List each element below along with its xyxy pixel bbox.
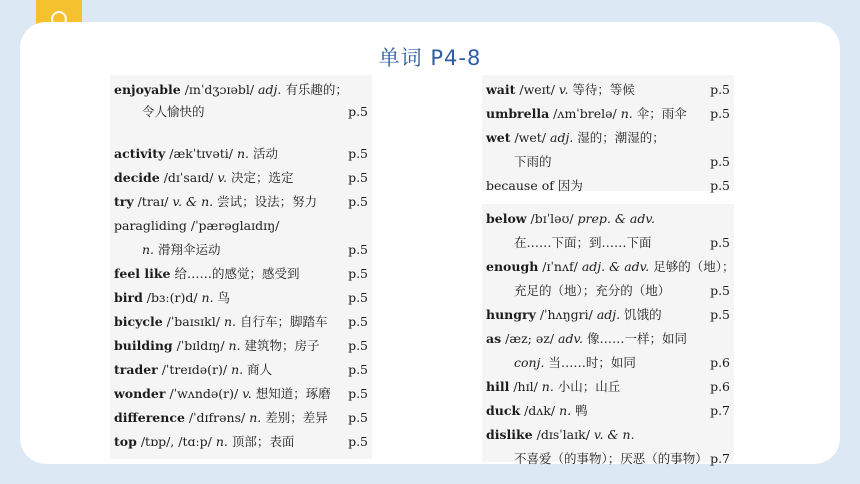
entry-phon: /dɪsˈlaɪk/: [532, 427, 594, 442]
vocab-entry: [110, 79, 372, 101]
vocab-entry: [110, 311, 372, 333]
entry-word: wet: [486, 130, 511, 145]
entry-pos: v.: [242, 386, 252, 401]
entry-pos: n.: [541, 379, 554, 394]
entry-pos: v. & n.: [593, 427, 635, 442]
entry-page: p.7: [710, 451, 730, 466]
entry-word: below: [486, 211, 527, 226]
vocab-entry: [110, 215, 372, 237]
entry-meaning: 下雨的: [514, 154, 552, 169]
entry-phon: /ɪnˈdʒɔɪəbl/: [180, 82, 259, 97]
entry-page: p.5: [348, 410, 368, 425]
vocab-panel-right-top: [482, 75, 734, 191]
entry-phon: /ˈdɪfrəns/: [184, 410, 250, 425]
vocab-entry: [482, 127, 734, 149]
entry-page: p.5: [348, 242, 368, 257]
entry-meaning: 令人愉快的: [142, 104, 205, 119]
entry-page: p.5: [710, 178, 730, 193]
entry-pos: n.: [228, 338, 241, 353]
entry-word: trader: [114, 362, 158, 377]
entry-phon: /ʌmˈbrelə/: [549, 106, 621, 121]
entry-word: as: [486, 331, 502, 346]
entry-page: p.7: [710, 403, 730, 418]
vocab-panel-right-bottom: [482, 204, 735, 466]
entry-pos: prep. & adv.: [577, 211, 655, 226]
entry-pos: n.: [249, 410, 262, 425]
entry-phon: /bɜː(r)d/: [142, 290, 202, 305]
entry-phon: /dɪˈsaɪd/: [159, 170, 218, 185]
entry-pos: v. & n.: [172, 194, 214, 209]
vocab-entry: [482, 256, 734, 278]
entry-phon: /wet/: [510, 130, 550, 145]
entry-pos: v.: [558, 82, 569, 97]
entry-meaning: 因为: [557, 178, 583, 193]
vocab-entry: [482, 280, 734, 302]
entry-page: p.5: [348, 386, 368, 401]
entry-meaning: 当……时；如同: [544, 355, 636, 370]
entry-pos: adj.: [258, 82, 282, 97]
vocab-entry: [110, 431, 372, 453]
entry-word: decide: [114, 170, 160, 185]
entry-phon: because of: [486, 178, 558, 193]
entry-word: bicycle: [114, 314, 163, 329]
vocab-entry: [110, 143, 372, 165]
vocab-entry: [482, 352, 734, 374]
entry-meaning: 商人: [243, 362, 273, 377]
entry-word: bird: [114, 290, 143, 305]
entry-pos: n.: [559, 403, 572, 418]
entry-word: building: [114, 338, 173, 353]
vocab-entry: [110, 335, 372, 357]
page-title: 单词 P4-8: [378, 46, 482, 70]
vocab-entry: [110, 167, 372, 189]
entry-meaning: 活动: [248, 146, 278, 161]
entry-meaning: 湿的；潮湿的；: [573, 130, 665, 145]
vocab-entry: [110, 287, 372, 309]
entry-word: hungry: [486, 307, 536, 322]
entry-word: hill: [486, 379, 510, 394]
entry-page: p.5: [348, 314, 368, 329]
vocab-entry: [482, 103, 734, 125]
entry-meaning: 饥饿的: [620, 307, 662, 322]
entry-page: p.5: [348, 146, 368, 161]
entry-pos: adj.: [596, 307, 621, 322]
entry-phon: /æz; əz/: [501, 331, 559, 346]
entry-meaning: 想知道；琢磨: [251, 386, 331, 401]
entry-meaning: 给……的感觉；感受到: [170, 266, 300, 281]
entry-page: p.5: [710, 82, 730, 97]
entry-page: p.5: [348, 266, 368, 281]
entry-phon: /traɪ/: [133, 194, 173, 209]
entry-phon: /weɪt/: [515, 82, 559, 97]
entry-word: feel like: [114, 266, 171, 281]
entry-page: p.6: [710, 379, 730, 394]
entry-page: p.6: [710, 355, 730, 370]
entry-pos: n.: [201, 290, 214, 305]
entry-page: p.5: [348, 338, 368, 353]
entry-pos: adv.: [558, 331, 584, 346]
entry-phon: /hɪl/: [509, 379, 542, 394]
entry-pos: n.: [620, 106, 633, 121]
entry-meaning: 等待；等候: [568, 82, 635, 97]
entry-meaning: 差别；差异: [261, 410, 328, 425]
entry-meaning: 小山；山丘: [553, 379, 621, 394]
entry-word: try: [114, 194, 134, 209]
entry-meaning: 自行车；脚踏车: [235, 314, 328, 329]
entry-page: p.5: [348, 194, 368, 209]
entry-page: p.5: [348, 170, 368, 185]
vocab-entry: [110, 407, 372, 429]
vocab-entry: [482, 376, 734, 398]
entry-meaning: 滑翔伞运动: [154, 242, 221, 257]
entry-word: top: [114, 434, 137, 449]
entry-meaning: 决定；选定: [227, 170, 294, 185]
vocab-entry: [110, 383, 372, 405]
vocab-entry: [482, 328, 734, 350]
entry-word: dislike: [486, 427, 533, 442]
entry-word: enjoyable: [114, 82, 181, 97]
entry-meaning: 建筑物；房子: [240, 338, 320, 353]
entry-phon: /ɪˈnʌf/: [538, 259, 582, 274]
entry-word: wonder: [114, 386, 166, 401]
entry-pos: adj. & adv.: [581, 259, 650, 274]
entry-word: duck: [486, 403, 521, 418]
entry-phon: /ˈwʌndə(r)/: [165, 386, 243, 401]
entry-page: p.5: [710, 307, 730, 322]
vocab-entry: [482, 232, 734, 254]
entry-page: p.5: [348, 104, 368, 119]
vocab-panel-left: [110, 75, 372, 459]
entry-meaning: 充足的（地）；充分的（地）: [514, 283, 671, 298]
entry-meaning: 伞；雨伞: [632, 106, 687, 121]
entry-page: p.5: [710, 283, 730, 298]
entry-page: p.5: [348, 362, 368, 377]
entry-phon: /ˈbaɪsɪkl/: [162, 314, 224, 329]
entry-phon: paragliding /ˈpærəglaɪdɪŋ/: [114, 218, 280, 233]
entry-pos: n.: [223, 314, 236, 329]
entry-page: p.5: [348, 434, 368, 449]
entry-pos: v.: [217, 170, 227, 185]
entry-meaning: 不喜爱（的事物）；厌恶（的事物）: [514, 451, 708, 466]
vocab-entry: [482, 175, 734, 197]
entry-meaning: 顶部；表面: [227, 434, 295, 449]
entry-word: wait: [486, 82, 516, 97]
entry-word: enough: [486, 259, 539, 274]
entry-word: difference: [114, 410, 185, 425]
entry-phon: /ˈtreɪdə(r)/: [157, 362, 232, 377]
entry-phon: /ˈhʌŋgri/: [535, 307, 597, 322]
entry-meaning: 有乐趣的；: [281, 82, 348, 97]
entry-pos: conj.: [514, 355, 545, 370]
entry-meaning: 足够的（地）；: [649, 259, 735, 274]
vocab-entry: [482, 79, 734, 101]
vocab-entry: [110, 239, 372, 261]
entry-phon: /tɒp/, /tɑːp/: [136, 434, 216, 449]
entry-phon: /dʌk/: [520, 403, 560, 418]
entry-meaning: 鸭: [571, 403, 588, 418]
vocab-entry: [482, 448, 734, 470]
entry-page: p.5: [710, 235, 730, 250]
vocab-entry: [110, 359, 372, 381]
vocab-entry: [482, 400, 734, 422]
vocab-entry: [110, 263, 372, 285]
entry-word: activity: [114, 146, 166, 161]
entry-pos: adj.: [550, 130, 574, 145]
entry-pos: n.: [236, 146, 249, 161]
entry-page: p.5: [710, 154, 730, 169]
entry-pos: n.: [231, 362, 244, 377]
vocab-entry: [482, 151, 734, 173]
vocab-entry: [110, 191, 372, 213]
entry-meaning: 尝试；设法；努力: [213, 194, 318, 209]
entry-meaning: 在……下面；到……下面: [514, 235, 652, 250]
entry-meaning: 鸟: [213, 290, 231, 305]
entry-pos: n.: [215, 434, 228, 449]
entry-phon: /bɪˈləʊ/: [526, 211, 578, 226]
entry-pos: n.: [142, 242, 155, 257]
entry-word: umbrella: [486, 106, 550, 121]
vocab-entry: [482, 208, 734, 230]
entry-meaning: 像……一样；如同: [583, 331, 688, 346]
vocab-entry: [482, 304, 734, 326]
vocab-entry: [482, 424, 734, 446]
vocab-entry: [110, 101, 372, 123]
entry-phon: /ˈbɪldɪŋ/: [172, 338, 229, 353]
entry-page: p.5: [710, 106, 730, 121]
entry-phon: /ækˈtɪvəti/: [165, 146, 237, 161]
entry-page: p.5: [348, 290, 368, 305]
